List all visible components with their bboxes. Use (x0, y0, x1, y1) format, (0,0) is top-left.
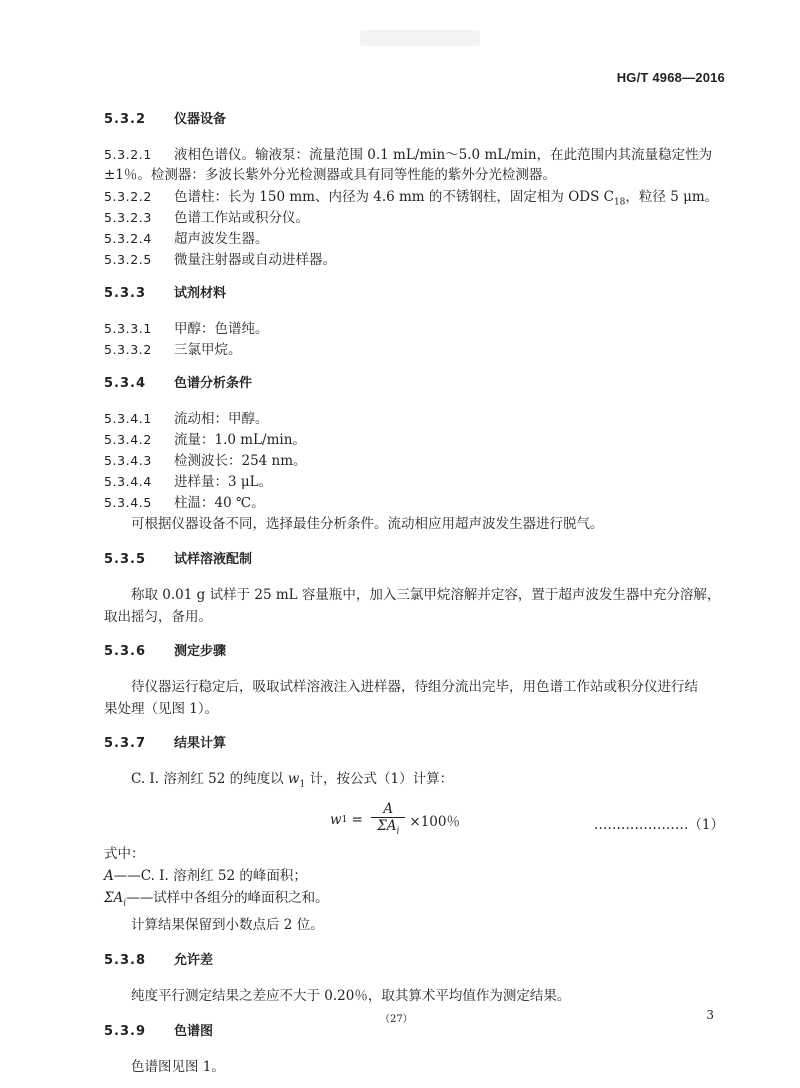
clause-number: 5.3.4.1 (104, 411, 152, 426)
section-title: 结果计算 (174, 736, 227, 751)
formula-numerator: A (383, 800, 394, 817)
section-number: 5.3.2 (104, 112, 147, 127)
clause-text: 柱温：40 ℃。 (174, 495, 265, 511)
section-5-3-7-intro (104, 768, 724, 797)
section-title: 测定步骤 (174, 644, 227, 659)
clause-5-3-2-4 (104, 228, 724, 249)
standard-code: HG/T 4968—2016 (616, 70, 725, 85)
section-heading-5-3-4 (104, 374, 724, 394)
clause-5-3-4-3 (104, 450, 724, 471)
section-heading-5-3-8 (104, 951, 724, 971)
denominator-sub: i (396, 826, 400, 837)
clause-number: 5.3.2.5 (104, 252, 152, 267)
clause-number: 5.3.4.2 (104, 432, 152, 447)
clause-number: 5.3.3.1 (104, 321, 152, 336)
section-number: 5.3.9 (104, 1024, 147, 1040)
definition-symbol: A (104, 867, 114, 884)
section-5-3-4-note: 可根据仪器设备不同，选择最佳分析条件。流动相应用超声波发生器进行脱气。 (131, 516, 604, 532)
clause-5-3-2-2 (104, 186, 724, 207)
definition-text: ——C. I. 溶剂红 52 的峰面积； (113, 867, 307, 884)
section-number: 5.3.8 (104, 953, 147, 969)
section-number: 5.3.4 (104, 376, 147, 391)
section-heading-5-3-6 (104, 642, 724, 662)
section-heading-5-3-7 (104, 734, 724, 754)
intro-text-tail: 计，按公式（1）计算： (305, 771, 454, 787)
formula-lhs: w (330, 812, 342, 829)
section-heading-5-3-9 (104, 1022, 724, 1042)
definition-sum-Ai (104, 887, 724, 915)
formula-tail: ×100％ (409, 814, 460, 831)
section-5-3-5-paragraph-line1: 称取 0.01 g 试样于 25 mL 容量瓶中，加入三氯甲烷溶解并定容，置于超声波发生器中充分溶解， (131, 587, 721, 603)
clause-5-3-2-1-continuation: ±1％。检测器：多波长紫外分光检测器或具有同等性能的紫外分光检测器。 (104, 167, 556, 183)
where-label: 式中： (104, 845, 145, 862)
clause-number: 5.3.4.4 (104, 474, 152, 489)
section-title: 试样溶液配制 (174, 552, 253, 567)
clause-5-3-4-1 (104, 408, 724, 429)
section-heading-5-3-3 (104, 284, 724, 304)
clause-5-3-3-1 (104, 318, 724, 339)
clause-text: 色谱工作站或积分仪。 (174, 210, 309, 226)
clause-5-3-3-2 (104, 339, 724, 360)
clause-number: 5.3.2.3 (104, 210, 152, 225)
section-title: 仪器设备 (174, 112, 227, 127)
formula-denominator (371, 817, 405, 840)
section-heading-5-3-5 (104, 550, 724, 570)
clause-5-3-4-4 (104, 471, 724, 492)
clause-text: 进样量：3 μL。 (174, 474, 273, 490)
clause-text: 流动相：甲醇。 (174, 411, 269, 427)
section-number: 5.3.5 (104, 552, 147, 567)
clause-text: 甲醇：色谱纯。 (174, 321, 269, 337)
clause-5-3-2-3 (104, 207, 724, 228)
clause-text: 色谱柱：长为 150 mm、内径为 4.6 mm 的不锈钢柱，固定相为 ODS C (174, 189, 614, 205)
definition-text: ——试样中各组分的峰面积之和。 (126, 889, 329, 906)
formula-equals: = (347, 812, 368, 829)
section-title: 试剂材料 (174, 286, 227, 301)
clause-number: 5.3.3.2 (104, 342, 152, 357)
formula-fraction (371, 801, 405, 840)
section-heading-5-3-2 (104, 110, 724, 130)
formula-row (104, 797, 724, 843)
section-5-3-8-paragraph: 纯度平行测定结果之差应不大于 0.20％，取其算术平均值作为测定结果。 (131, 988, 571, 1005)
denominator-text: ΣA (377, 817, 397, 834)
clause-5-3-2-1 (104, 144, 724, 165)
purity-formula (330, 801, 460, 840)
document-body (104, 110, 724, 1079)
rounding-note: 计算结果保留到小数点后 2 位。 (131, 917, 324, 934)
variable: w (287, 771, 300, 787)
section-number: 5.3.7 (104, 736, 147, 751)
clause-5-3-4-2 (104, 429, 724, 450)
clause-number: 5.3.4.3 (104, 453, 152, 468)
clause-text: 流量：1.0 mL/min。 (174, 432, 306, 448)
definition-subscript: i (123, 898, 127, 909)
intro-text: C. I. 溶剂红 52 的纯度以 (131, 771, 288, 787)
subscript: 1 (299, 779, 306, 790)
clause-number: 5.3.2.1 (104, 147, 152, 162)
section-title: 色谱分析条件 (174, 376, 253, 391)
clause-number: 5.3.4.5 (104, 495, 152, 510)
section-number: 5.3.3 (104, 286, 147, 301)
clause-text: 超声波发生器。 (174, 231, 269, 247)
section-title: 允许差 (174, 953, 214, 969)
section-5-3-9-paragraph: 色谱图见图 1。 (131, 1059, 225, 1076)
definition-A (104, 865, 724, 887)
subscript: 18 (613, 197, 626, 208)
clause-text: 液相色谱仪。输液泵：流量范围 0.1 mL/min～5.0 mL/min，在此范围内其流量稳定性为 (174, 147, 713, 163)
section-5-3-6-paragraph-line1: 待仪器运行稳定后，吸取试样溶液注入进样器，待组分流出完毕，用色谱工作站或积分仪进行结 (131, 679, 698, 695)
section-5-3-5-paragraph-line2: 取出摇匀，备用。 (104, 609, 212, 625)
clause-5-3-4-5 (104, 492, 724, 513)
definition-symbol: ΣA (104, 889, 124, 906)
section-title: 色谱图 (174, 1024, 214, 1040)
section-5-3-6-paragraph-line2: 果处理（见图 1）。 (104, 701, 219, 717)
clause-5-3-2-5 (104, 249, 724, 270)
clause-number: 5.3.2.4 (104, 231, 152, 246)
formula-lhs-sub: 1 (341, 815, 348, 826)
section-number: 5.3.6 (104, 644, 147, 659)
watermark (360, 28, 480, 48)
clause-text-tail: ，粒径 5 μm。 (625, 189, 719, 205)
clause-text: 检测波长：254 nm。 (174, 453, 307, 469)
clause-text: 三氯甲烷。 (174, 342, 242, 358)
equation-number: …………………（1） (593, 816, 724, 833)
page-number: 3 (706, 1008, 714, 1022)
footer-center-number: （27） (380, 1014, 413, 1025)
clause-text: 微量注射器或自动进样器。 (174, 252, 336, 268)
clause-number: 5.3.2.2 (104, 189, 152, 204)
